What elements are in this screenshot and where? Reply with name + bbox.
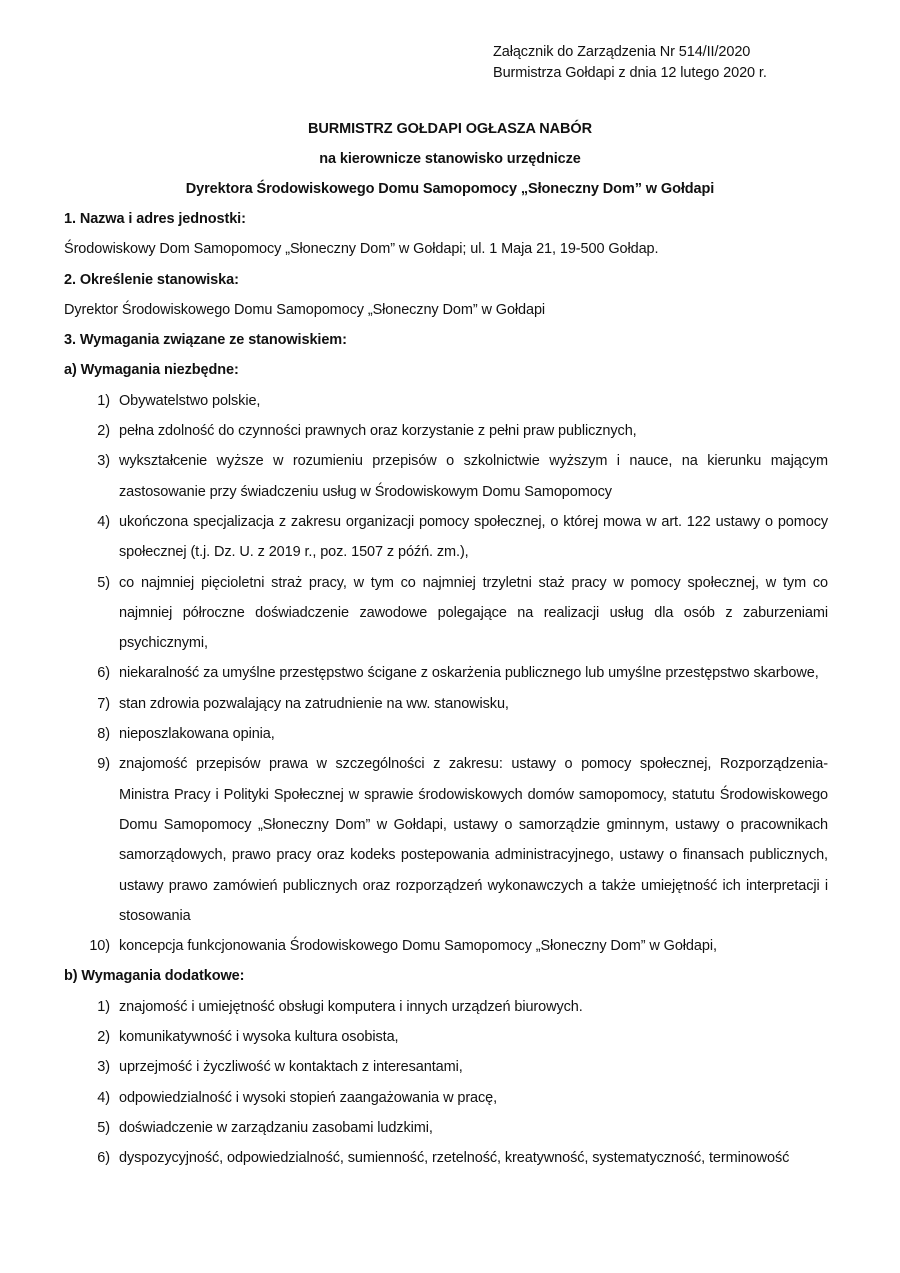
list-item-text: pełna zdolność do czynności prawnych oraz korzystanie z pełni praw publicznych, — [119, 423, 637, 440]
list-item-number: 2) — [97, 423, 110, 440]
list-item-number: 4) — [97, 513, 110, 530]
list-item-text: komunikatywność i wysoka kultura osobista, — [119, 1029, 399, 1046]
list-item-text: odpowiedzialność i wysoki stopień zaangażowania w pracę, — [119, 1089, 498, 1106]
section-3-heading: 3. Wymagania związane ze stanowiskiem: — [64, 332, 347, 349]
list-item-text: nieposzlakowana opinia, — [119, 726, 275, 743]
list-item-text: uprzejmość i życzliwość w kontaktach z interesantami, — [119, 1059, 463, 1076]
list-item-text: niekaralność za umyślne przestępstwo ścigane z oskarżenia publicznego lub umyślne przestępstwo skarbowe, — [119, 665, 819, 682]
list-item-number: 3) — [97, 453, 110, 470]
list-item — [64, 658, 836, 688]
list-item-text: znajomość i umiejętność obsługi komputera i innych urządzeń biurowych. — [119, 998, 583, 1015]
section-2 — [64, 265, 836, 326]
list-item-text: doświadczenie w zarządzaniu zasobami ludzkimi, — [119, 1119, 433, 1136]
list-item — [64, 386, 836, 416]
additional-list — [64, 992, 836, 1174]
section-1-text: Środowiskowy Dom Samopomocy „Słoneczny Dom” w Gołdapi; ul. 1 Maja 21, 19-500 Gołdap. — [64, 241, 659, 258]
list-item-text: znajomość przepisów prawa w szczególności z zakresu: ustawy o pomocy społecznej, Rozporządzenia- Ministra Pracy i Polityki Społecznej w sprawie środowiskowych domów samopomocy, statutu Środowiskowego Domu Samopomocy „Słoneczny Dom” w Gołdapi, ustawy o samorządzie gminnym, ustawy o pracownikach samorządowych, prawo pracy oraz kodeks postepowania administracyjnego, ustawy o finansach publicznych, ustawy prawo zamówień publicznych oraz rozporządzeń wykonawczych a także umiejętność ich interpretacji i stosowania — [119, 756, 828, 924]
list-item-text: koncepcja funkcjonowania Środowiskowego Domu Samopomocy „Słoneczny Dom” w Gołdapi, — [119, 938, 717, 955]
list-item-text: co najmniej pięcioletni straż pracy, w tym co najmniej trzyletni staż pracy w pomocy społecznej, w tym co najmniej półroczne doświadczenie zawodowe polegające na realizacji usług dla osób z zaburzeniami psychicznymi, — [119, 574, 828, 652]
section-1-heading: 1. Nazwa i adres jednostki: — [64, 211, 246, 227]
annex-line-2: Burmistrza Gołdapi z dnia 12 lutego 2020 r. — [493, 65, 767, 81]
list-item-text: stan zdrowia pozwalający na zatrudnienie na ww. stanowisku, — [119, 695, 509, 712]
list-item-number: 5) — [97, 1119, 110, 1136]
list-item — [64, 749, 836, 931]
section-3 — [64, 325, 836, 1173]
list-item-text: wykształcenie wyższe w rozumieniu przepisów o szkolnictwie wyższym i nauce, na kierunku mającym zastosowanie przy świadczeniu usług w Środowiskowym Domu Samopomocy — [119, 453, 828, 500]
list-item-number: 10) — [89, 938, 110, 955]
list-item — [64, 719, 836, 749]
section-2-text: Dyrektor Środowiskowego Domu Samopomocy „Słoneczny Dom” w Gołdapi — [64, 301, 546, 318]
list-item-number: 6) — [97, 665, 110, 682]
list-item-text: Obywatelstwo polskie, — [119, 392, 261, 409]
list-item — [64, 992, 836, 1022]
annex-note — [493, 42, 836, 84]
list-item-number: 4) — [97, 1089, 110, 1106]
list-item — [64, 1022, 836, 1052]
list-item — [64, 507, 836, 568]
list-item-number: 1) — [97, 392, 110, 409]
list-item-number: 3) — [97, 1059, 110, 1076]
list-item-number: 6) — [97, 1150, 110, 1167]
list-item — [64, 568, 836, 659]
section-2-heading: 2. Określenie stanowiska: — [64, 271, 239, 288]
announcement-title — [64, 114, 836, 204]
list-item-number: 1) — [97, 998, 110, 1015]
list-item — [64, 1143, 836, 1173]
list-item — [64, 931, 836, 961]
list-item — [64, 446, 836, 507]
list-item — [64, 1052, 836, 1082]
list-item — [64, 1113, 836, 1143]
list-item-text: ukończona specjalizacja z zakresu organizacji pomocy społecznej, o której mowa w art. 122 ustawy o pomocy społecznej (t.j. Dz. U. z 2019 r., poz. 1507 z późń. zm.), — [119, 513, 828, 561]
annex-line-1: Załącznik do Zarządzenia Nr 514/II/2020 — [493, 44, 751, 60]
list-item-number: 2) — [97, 1029, 110, 1046]
list-item — [64, 1083, 836, 1113]
list-item-text: dyspozycyjność, odpowiedzialność, sumienność, rzetelność, kreatywność, systematyczność, terminowość — [119, 1150, 790, 1167]
list-item-number: 9) — [97, 756, 110, 773]
section-3b-heading: b) Wymagania dodatkowe: — [64, 968, 245, 985]
list-item-number: 5) — [97, 574, 110, 591]
list-item — [64, 689, 836, 719]
list-item — [64, 416, 836, 446]
required-list — [64, 386, 836, 962]
section-3a-heading: a) Wymagania niezbędne: — [64, 362, 239, 379]
title-line-1: BURMISTRZ GOŁDAPI OGŁASZA NABÓR — [308, 121, 592, 137]
title-line-3: Dyrektora Środowiskowego Domu Samopomocy „Słoneczny Dom” w Gołdapi — [185, 181, 715, 197]
list-item-number: 8) — [97, 726, 110, 743]
section-1 — [64, 204, 836, 265]
list-item-number: 7) — [97, 695, 110, 712]
title-line-2: na kierownicze stanowisko urzędnicze — [319, 151, 581, 167]
